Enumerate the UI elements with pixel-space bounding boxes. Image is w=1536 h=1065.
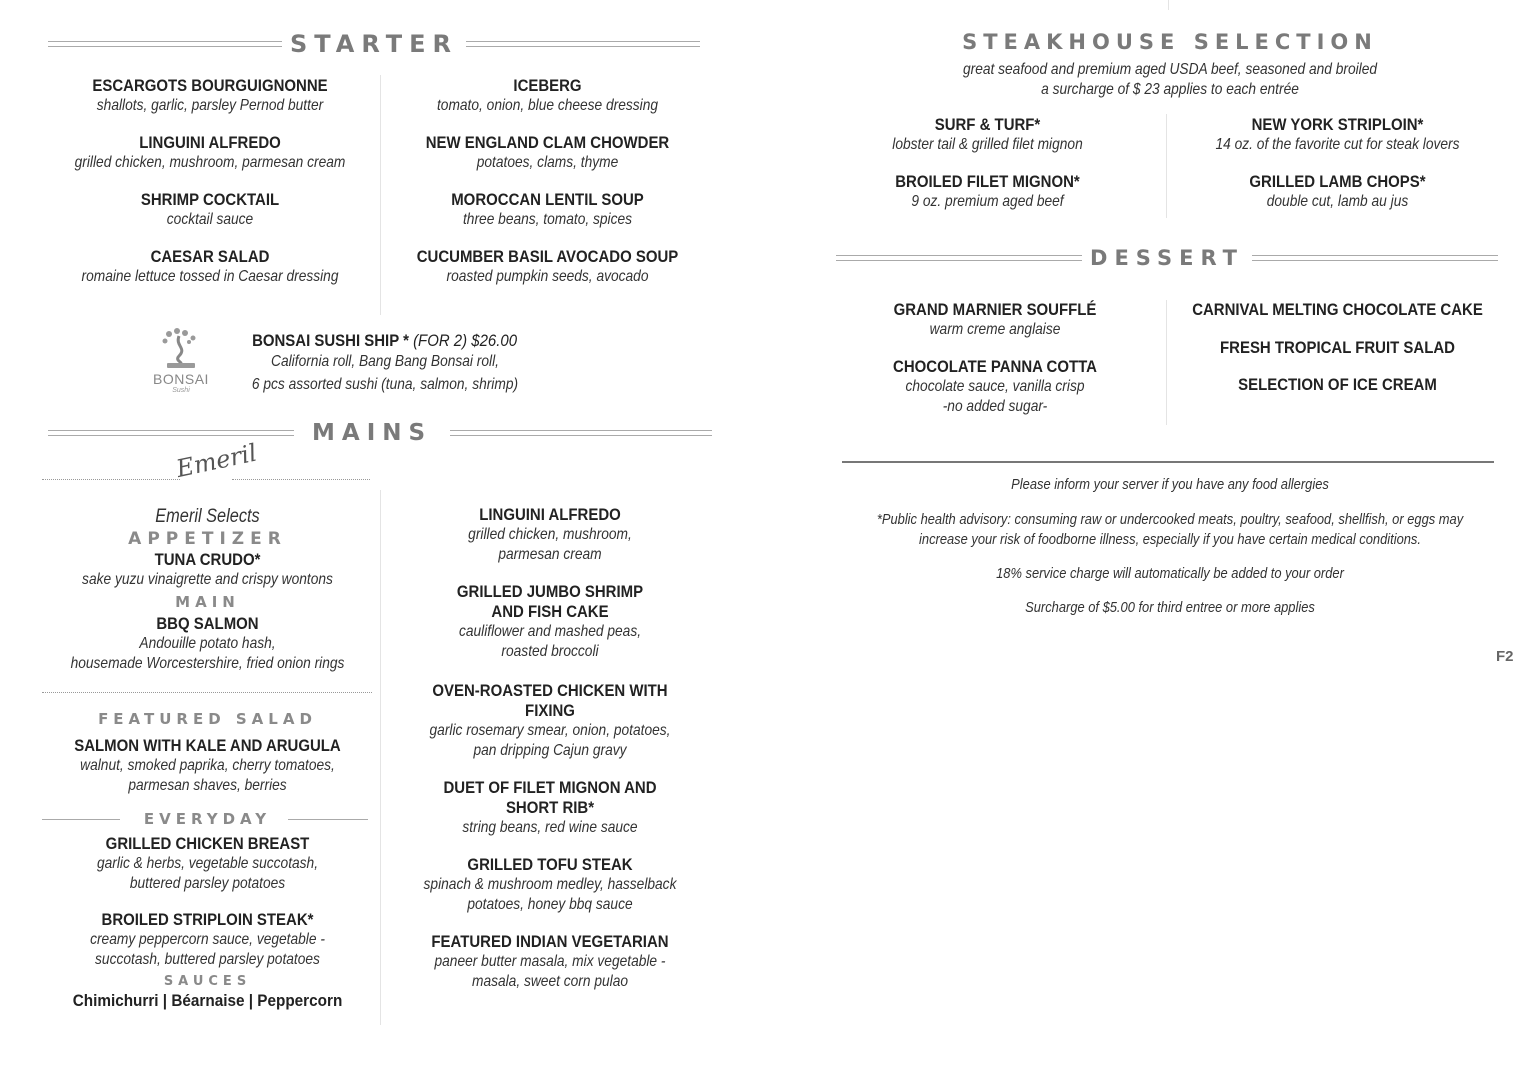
menu-item xyxy=(40,190,380,230)
item-desc: chocolate sauce, vanilla crisp xyxy=(905,378,1085,395)
menu-item xyxy=(385,681,715,761)
health-advisory: increase your risk of foodborne illness, especially if you have certain medical conditions. xyxy=(919,531,1421,548)
column-divider xyxy=(1166,114,1167,218)
item-name: BBQ SALMON xyxy=(156,614,259,633)
allergy-note: Please inform your server if you have any food allergies xyxy=(1011,476,1329,493)
item-desc: parmesan cream xyxy=(498,546,602,563)
item-desc: spinach & mushroom medley, hasselback xyxy=(423,876,677,893)
menu-item xyxy=(1170,338,1505,358)
item-desc: California roll, Bang Bang Bonsai roll, xyxy=(271,353,499,370)
menu-item xyxy=(1170,115,1505,155)
menu-item xyxy=(40,133,380,173)
menu-item xyxy=(840,300,1150,340)
service-charge-note: 18% service charge will automatically be added to your order xyxy=(996,565,1344,582)
everyday-label: EVERYDAY xyxy=(143,810,272,828)
bonsai-price: (FOR 2) $26.00 xyxy=(413,331,518,350)
menu-item xyxy=(840,172,1135,212)
menu-item xyxy=(385,190,710,230)
item-desc: string beans, red wine sauce xyxy=(462,819,638,836)
item-desc: 9 oz. premium aged beef xyxy=(911,193,1064,210)
emeril-selects xyxy=(40,506,375,674)
item-name: GRILLED JUMBO SHRIMP xyxy=(456,582,644,601)
mains-header xyxy=(48,420,712,446)
item-desc: cauliflower and mashed peas, xyxy=(458,623,642,640)
item-desc: housemade Worcestershire, fried onion rings xyxy=(70,655,345,672)
section-title: DESSERT xyxy=(1090,246,1244,270)
item-name: FRESH TROPICAL FRUIT SALAD xyxy=(1220,338,1455,357)
sauces-list: Chimichurri | Béarnaise | Peppercorn xyxy=(72,991,343,1010)
menu-item xyxy=(40,247,380,287)
item-desc: paneer butter masala, mix vegetable - xyxy=(434,953,666,970)
dotted-divider xyxy=(42,692,372,693)
item-name: CUCUMBER BASIL AVOCADO SOUP xyxy=(416,247,679,266)
bonsai-name: BONSAI SUSHI SHIP * xyxy=(252,331,410,350)
item-name: LINGUINI ALFREDO xyxy=(139,133,281,152)
item-name: ICEBERG xyxy=(513,76,582,95)
item-name: CARNIVAL MELTING CHOCOLATE CAKE xyxy=(1192,300,1483,319)
item-desc: cocktail sauce xyxy=(166,211,254,228)
item-name: GRILLED TOFU STEAK xyxy=(467,855,633,874)
menu-item xyxy=(385,855,715,915)
menu-item xyxy=(385,76,710,116)
item-name: MOROCCAN LENTIL SOUP xyxy=(451,190,644,209)
menu-item xyxy=(385,505,715,565)
item-desc: walnut, smoked paprika, cherry tomatoes, xyxy=(80,757,335,774)
menu-item xyxy=(385,133,710,173)
item-desc: grilled chicken, mushroom, parmesan cream xyxy=(74,154,346,171)
menu-item xyxy=(840,357,1150,417)
item-name: BROILED STRIPLOIN STEAK* xyxy=(101,910,314,929)
menu-item xyxy=(385,932,715,992)
menu-item xyxy=(840,115,1135,155)
bonsai-logo-text: BONSAI xyxy=(153,371,209,387)
emeril-signature: Emeril xyxy=(173,438,260,483)
item-name xyxy=(253,331,518,351)
item-name: ESCARGOTS BOURGUIGNONNE xyxy=(92,76,328,95)
item-desc: roasted broccoli xyxy=(501,643,599,660)
dotted-divider xyxy=(42,479,180,480)
item-name: OVEN-ROASTED CHICKEN WITH xyxy=(432,681,668,700)
item-desc: shallots, garlic, parsley Pernod butter xyxy=(96,97,324,114)
divider xyxy=(466,41,700,47)
item-desc: potatoes, clams, thyme xyxy=(476,154,619,171)
item-desc: parmesan shaves, berries xyxy=(128,777,287,794)
divider xyxy=(48,430,294,436)
item-name: GRAND MARNIER SOUFFLÉ xyxy=(893,300,1097,319)
steakhouse-title: STEAKHOUSE SELECTION xyxy=(962,30,1378,54)
item-desc: warm creme anglaise xyxy=(929,321,1061,338)
section-title: STARTER xyxy=(290,30,459,58)
item-desc: pan dripping Cajun gravy xyxy=(473,742,627,759)
item-name: GRILLED LAMB CHOPS* xyxy=(1249,172,1426,191)
item-desc: potatoes, honey bbq sauce xyxy=(467,896,633,913)
item-name: FIXING xyxy=(525,701,575,720)
item-name: FEATURED INDIAN VEGETARIAN xyxy=(431,932,669,951)
item-desc: masala, sweet corn pulao xyxy=(471,973,629,990)
appetizer-label: APPETIZER xyxy=(128,529,287,549)
item-name: BROILED FILET MIGNON* xyxy=(895,172,1080,191)
bonsai-logo-sub: Sushi xyxy=(172,387,190,394)
item-name: LINGUINI ALFREDO xyxy=(479,505,621,524)
item-desc: Andouille potato hash, xyxy=(139,635,276,652)
column-divider xyxy=(380,75,381,315)
item-name: AND FISH CAKE xyxy=(491,602,609,621)
column-divider xyxy=(380,490,381,1025)
page-label: F2 xyxy=(1496,648,1514,665)
menu-item xyxy=(385,247,710,287)
item-desc: three beans, tomato, spices xyxy=(462,211,633,228)
item-desc: sake yuzu vinaigrette and crispy wontons xyxy=(82,571,333,588)
item-name: NEW ENGLAND CLAM CHOWDER xyxy=(425,133,670,152)
divider xyxy=(1252,255,1498,261)
starter-header xyxy=(48,30,700,58)
dotted-divider xyxy=(232,479,370,480)
dessert-header xyxy=(836,246,1498,270)
emeril-selects-label: Emeril Selects xyxy=(155,506,260,527)
item-desc: buttered parsley potatoes xyxy=(129,875,286,892)
featured-salad-label: FEATURED SALAD xyxy=(98,710,317,728)
item-name: SELECTION OF ICE CREAM xyxy=(1238,375,1437,394)
item-desc: roasted pumpkin seeds, avocado xyxy=(446,268,649,285)
divider xyxy=(836,255,1082,261)
menu-item xyxy=(385,778,715,838)
item-desc: succotash, buttered parsley potatoes xyxy=(95,951,320,968)
item-desc: garlic & herbs, vegetable succotash, xyxy=(96,855,319,872)
column-divider xyxy=(1168,0,1169,10)
item-name: CAESAR SALAD xyxy=(150,247,270,266)
bonsai-tree-icon xyxy=(157,326,205,370)
divider xyxy=(450,430,712,436)
item-name: GRILLED CHICKEN BREAST xyxy=(105,834,310,853)
item-desc: double cut, lamb au jus xyxy=(1266,193,1409,210)
column-divider xyxy=(1166,300,1167,425)
menu-item xyxy=(1170,172,1505,212)
everyday xyxy=(40,809,375,1011)
item-name: SHRIMP COCKTAIL xyxy=(140,190,280,209)
item-desc: creamy peppercorn sauce, vegetable - xyxy=(90,931,325,948)
item-desc: romaine lettuce tossed in Caesar dressing xyxy=(81,268,339,285)
item-desc: 14 oz. of the favorite cut for steak lovers xyxy=(1215,136,1460,153)
section-title: MAINS xyxy=(312,420,433,446)
item-name: SURF & TURF* xyxy=(934,115,1041,134)
item-desc: lobster tail & grilled filet mignon xyxy=(892,136,1083,153)
item-desc: tomato, onion, blue cheese dressing xyxy=(436,97,659,114)
item-desc: 6 pcs assorted sushi (tuna, salmon, shrimp) xyxy=(251,376,519,393)
menu-item xyxy=(1170,375,1505,395)
sauces-label: SAUCES xyxy=(163,974,252,989)
steakhouse-surcharge: a surcharge of $ 23 applies to each entrée xyxy=(1041,81,1299,98)
menu-item xyxy=(40,76,380,116)
item-name: SHORT RIB* xyxy=(505,798,595,817)
surcharge-note: Surcharge of $5.00 for third entree or more applies xyxy=(1025,599,1315,616)
menu-item xyxy=(1170,300,1505,320)
notes-divider xyxy=(842,461,1494,463)
item-name: TUNA CRUDO* xyxy=(154,550,261,569)
divider xyxy=(48,41,282,47)
health-advisory: *Public health advisory: consuming raw or undercooked meats, poultry, seafood, shellfish, or eggs may xyxy=(876,511,1464,528)
main-label: MAIN xyxy=(175,593,240,611)
menu-item xyxy=(385,582,715,662)
featured-salad xyxy=(40,709,375,796)
bonsai-item xyxy=(200,331,570,395)
item-desc: garlic rosemary smear, onion, potatoes, xyxy=(429,722,671,739)
item-desc: -no added sugar- xyxy=(942,398,1048,415)
item-name: DUET OF FILET MIGNON AND xyxy=(443,778,657,797)
item-name: NEW YORK STRIPLOIN* xyxy=(1251,115,1424,134)
item-desc: grilled chicken, mushroom, xyxy=(468,526,632,543)
item-name: CHOCOLATE PANNA COTTA xyxy=(893,357,1097,376)
item-name: SALMON WITH KALE AND ARUGULA xyxy=(74,736,341,755)
steakhouse-subtitle: great seafood and premium aged USDA beef, seasoned and broiled xyxy=(962,61,1378,78)
